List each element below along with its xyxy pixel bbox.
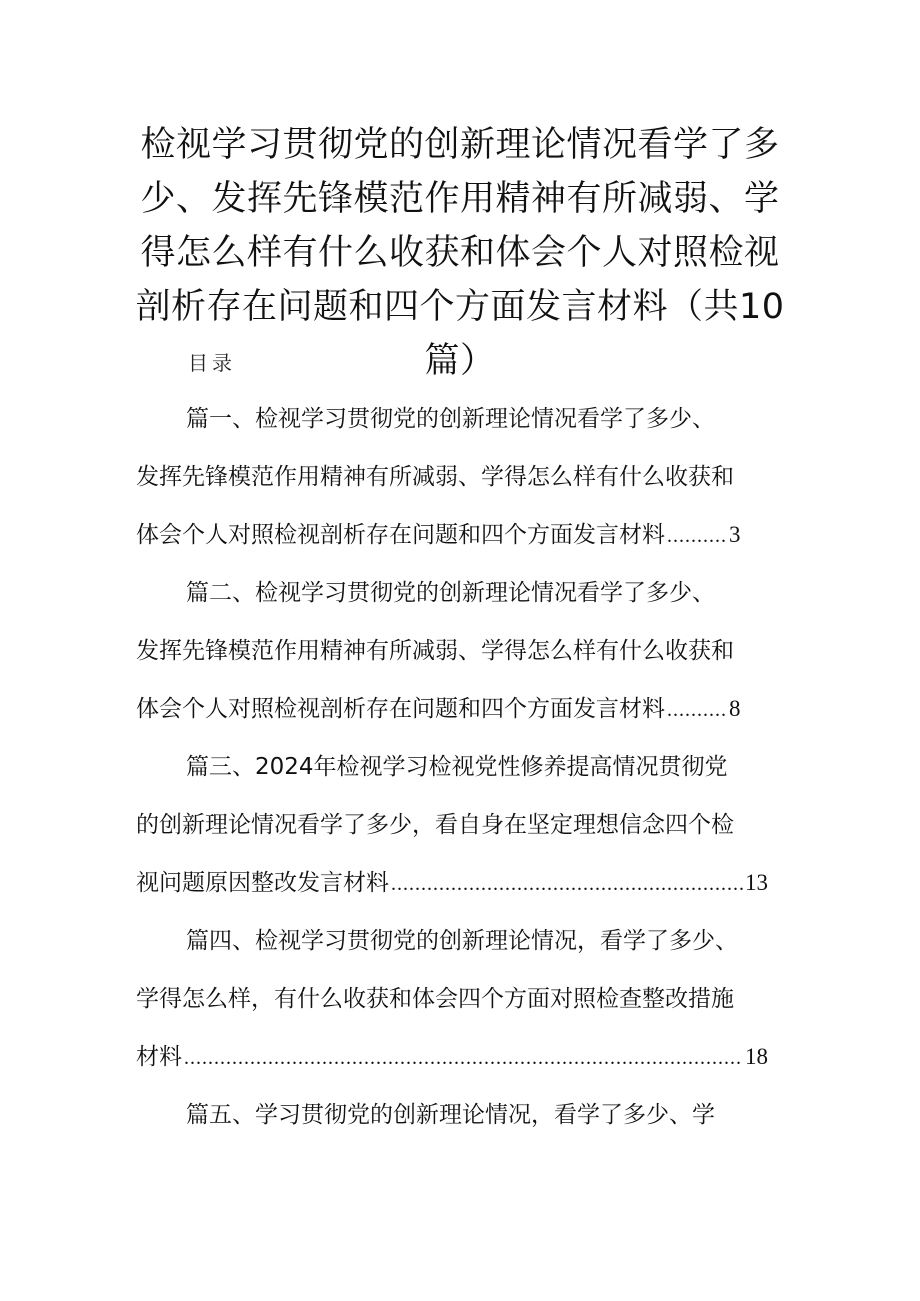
toc-entry[interactable] (136, 738, 768, 912)
toc-entry-line: 体会个人对照检视剖析存在问题和四个方面发言材料 (136, 522, 665, 548)
toc-entry-line: 体会个人对照检视剖析存在问题和四个方面发言材料 (136, 696, 665, 722)
toc-entry-last-line (136, 1028, 768, 1086)
toc-entry-line: 学得怎么样，有什么收获和体会四个方面对照检查整改措施 (136, 986, 734, 1012)
toc-leader-dots (391, 855, 743, 912)
toc-leader-dots (184, 1029, 743, 1086)
toc-page-number: 18 (745, 1044, 768, 1069)
toc-entry-line: 发挥先锋模范作用精神有所减弱、学得怎么样有什么收获和 (136, 638, 734, 664)
toc-page-number: 8 (729, 696, 741, 721)
toc-entry[interactable] (136, 1086, 768, 1144)
toc-entry-last-line (136, 506, 768, 564)
toc-entry-line: 篇一、检视学习贯彻党的创新理论情况看学了多少、 (186, 406, 715, 432)
toc-entry-last-line (136, 680, 768, 738)
toc-leader-dots (667, 681, 727, 738)
toc-leader-dots (667, 507, 727, 564)
document-title: 检视学习贯彻党的创新理论情况看学了多少、发挥先锋模范作用精神有所减弱、学得怎么样有什么收获和体会个人对照检视剖析存在问题和四个方面发言材料（共10篇） (135, 125, 785, 381)
toc-entry-last-line (136, 854, 768, 912)
toc-entry-line: 的创新理论情况看学了多少，看自身在坚定理想信念四个检 (136, 812, 734, 838)
toc-entry-line: 篇三、2024年检视学习检视党性修养提高情况贯彻党 (186, 754, 728, 780)
toc-entry-line: 视问题原因整改发言材料 (136, 870, 389, 896)
toc-entry-line: 篇四、检视学习贯彻党的创新理论情况，看学了多少、 (186, 928, 738, 954)
toc-page-number: 3 (729, 522, 741, 547)
toc-heading: 目录 (188, 351, 236, 375)
toc-entry[interactable] (136, 564, 768, 738)
table-of-contents (136, 390, 768, 1144)
toc-entry-line: 篇五、学习贯彻党的创新理论情况，看学了多少、学 (186, 1102, 715, 1128)
toc-entry-line: 发挥先锋模范作用精神有所减弱、学得怎么样有什么收获和 (136, 464, 734, 490)
toc-entry-line: 材料 (136, 1044, 182, 1070)
toc-entry[interactable] (136, 390, 768, 564)
toc-page-number: 13 (745, 870, 768, 895)
toc-entry[interactable] (136, 912, 768, 1086)
toc-entry-line: 篇二、检视学习贯彻党的创新理论情况看学了多少、 (186, 580, 715, 606)
